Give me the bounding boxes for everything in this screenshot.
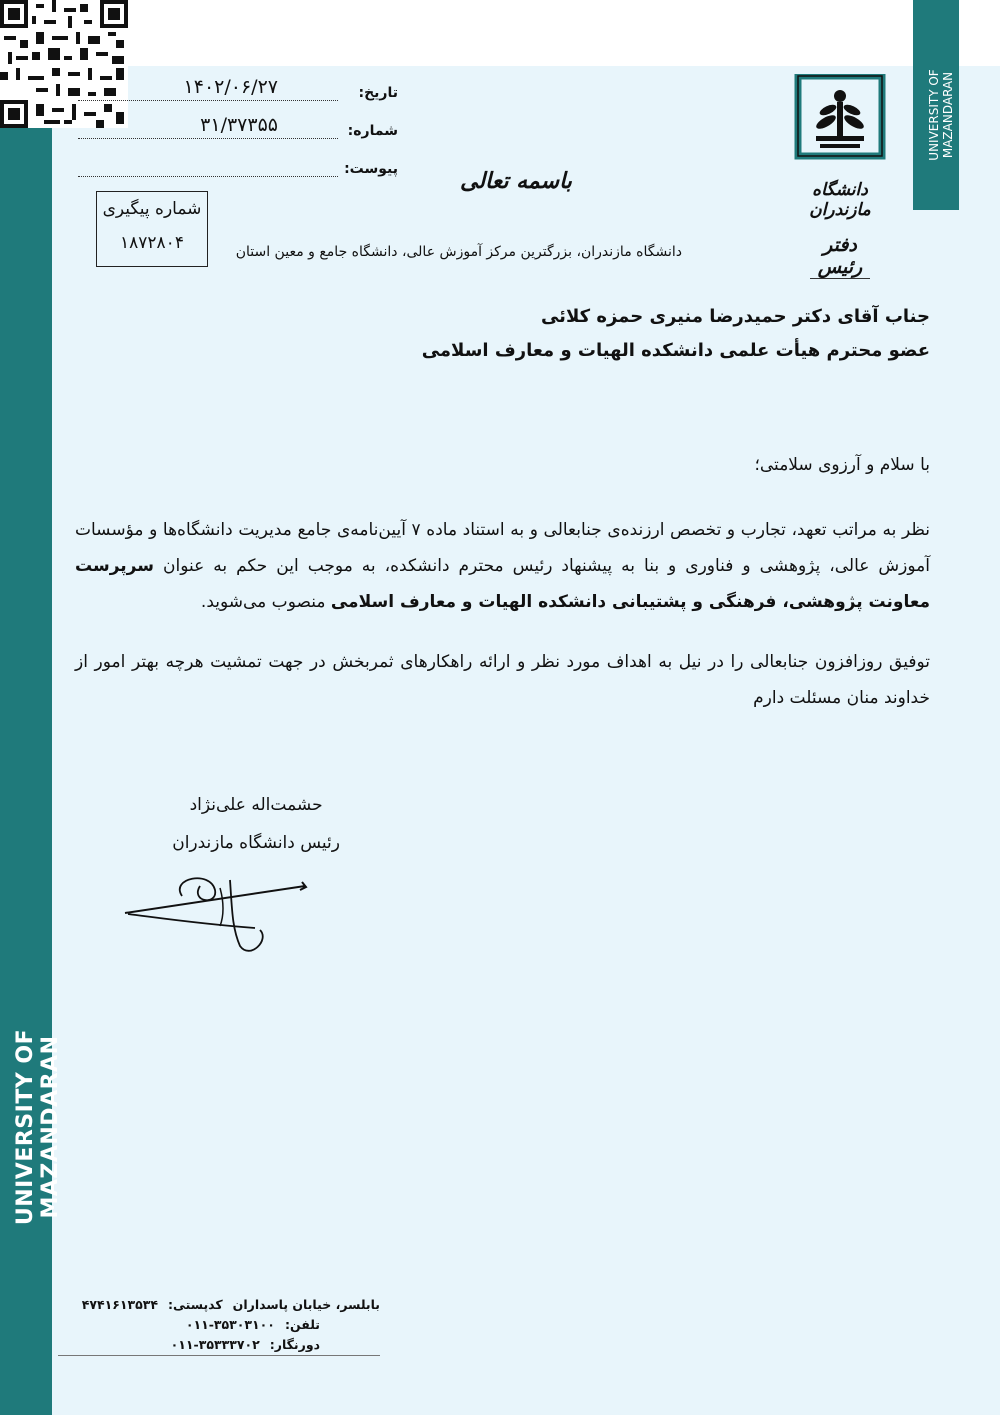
footer-address: بابلسر، خیابان پاسداران xyxy=(232,1297,380,1312)
footer-address-row xyxy=(58,1295,380,1315)
logo-emblem-icon xyxy=(790,74,890,174)
date-label: تاریخ: xyxy=(358,85,398,101)
date-dots xyxy=(78,76,338,101)
footer-phone-row xyxy=(58,1315,380,1335)
attachment-row xyxy=(78,158,398,177)
qr-code xyxy=(0,0,128,128)
footer-rule xyxy=(58,1355,380,1356)
left-strip-text: UNIVERSITY OF MAZANDARAN xyxy=(13,1028,63,1226)
signatory-title: رئیس دانشگاه مازندران xyxy=(172,833,340,853)
tracking-number: ۱۸۷۲۸۰۴ xyxy=(120,233,184,253)
footer-fax-row xyxy=(58,1335,380,1355)
number-dots xyxy=(78,114,338,139)
university-logo xyxy=(790,74,890,278)
body-p1-part1: نظر به مراتب تعهد، تجارب و تخصص ارزنده‌ی جنابعالی و به استناد ماده ۷ آیین‌نامه‌ی جامع مدیریت دانشگاه‌ها و مؤسسات آموزش عالی، پژوهشی و فناوری و بنا به پیشنهاد رئیس محترم دانشکده، به موجب این حکم به عنوان xyxy=(75,520,931,576)
footer-postal-code: ۴۷۴۱۶۱۳۵۳۴ xyxy=(81,1297,159,1312)
footer-fax: ۰۱۱-۳۵۳۳۳۷۰۲ xyxy=(170,1337,260,1352)
signatory xyxy=(172,786,340,862)
addressee-line-2: عضو محترم هیأت علمی دانشکده الهیات و معارف اسلامی xyxy=(421,340,930,361)
top-margin xyxy=(0,0,1000,66)
body-paragraph-1 xyxy=(75,512,930,620)
footer-fax-label: دورنگار: xyxy=(269,1337,320,1352)
footer-contact xyxy=(58,1295,380,1356)
right-strip-text: UNIVERSITY OF MAZANDARAN xyxy=(927,69,955,161)
addressee xyxy=(422,300,930,368)
tagline: دانشگاه مازندران، بزرگترین مرکز آموزش عالی، دانشگاه جامع و معین استان xyxy=(235,244,682,260)
tracking-box xyxy=(96,191,208,267)
footer-postal-label: کدپستی: xyxy=(168,1297,223,1312)
greeting: با سلام و آرزوی سلامتی؛ xyxy=(754,455,930,475)
attachment-label: پیوست: xyxy=(344,161,398,177)
number-row xyxy=(78,114,398,139)
date-row xyxy=(78,76,398,101)
bismillah: باسمه تعالی xyxy=(460,168,572,194)
body-p1-bold: سرپرست معاونت پژوهشی، فرهنگی و پشتیبانی دانشکده الهیات و معارف اسلامی xyxy=(75,556,930,612)
attachment-dots xyxy=(78,158,338,177)
date-value: ۱۴۰۲/۰۶/۲۷ xyxy=(183,76,278,98)
logo-university-name: دانشگاه مازندران xyxy=(809,180,871,220)
addressee-line-1: جناب آقای دکتر حمیدرضا منیری حمزه کلائی xyxy=(540,306,930,327)
logo-office-name: دفتر رئیس xyxy=(810,234,870,279)
tracking-label: شماره پیگیری xyxy=(102,199,202,219)
footer-phone: ۰۱۱-۳۵۳۰۳۱۰۰ xyxy=(185,1317,275,1332)
number-label: شماره: xyxy=(347,123,398,139)
body-p1-part2: منصوب می‌شوید. xyxy=(200,592,326,612)
body-paragraph-2: توفیق روزافزون جنابعالی را در نیل به اهداف مورد نظر و ارائه راهکارهای ثمربخش در جهت تمشیت هرچه بهتر امور از خداوند منان مسئلت دارم xyxy=(75,652,930,708)
number-value: ۳۱/۳۷۳۵۵ xyxy=(200,114,278,136)
handwritten-signature xyxy=(120,868,320,958)
signatory-name: حشمت‌اله علی‌نژاد xyxy=(189,795,323,815)
footer-phone-label: تلفن: xyxy=(284,1317,320,1332)
